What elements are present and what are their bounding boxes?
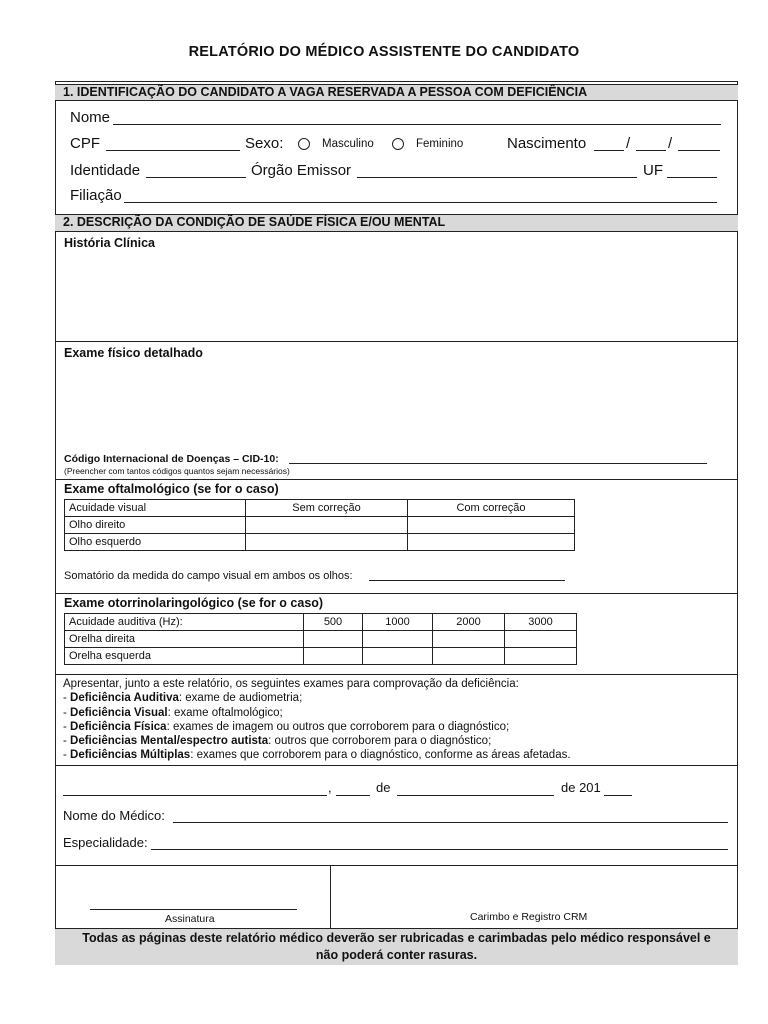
nascimento-day-field[interactable] — [594, 150, 624, 151]
carimbo-label: Carimbo e Registro CRM — [470, 911, 588, 923]
date-slash-2: / — [668, 135, 673, 152]
olho-direito-label: Olho direito — [65, 517, 246, 534]
orelha-esquerda-1000-cell[interactable] — [363, 648, 433, 665]
table-row — [65, 517, 575, 534]
table-row — [65, 614, 577, 631]
exames-list — [63, 677, 571, 763]
divider — [55, 479, 738, 480]
city-field[interactable] — [63, 795, 327, 796]
assinatura-label: Assinatura — [165, 913, 215, 925]
otorrino-table — [64, 613, 577, 665]
table-row — [65, 648, 577, 665]
oftalmo-header-com: Com correção — [408, 500, 575, 517]
section1-header: 1. IDENTIFICAÇÃO DO CANDIDATO A VAGA RESERVADA A PESSOA COM DEFICIÊNCIA — [55, 84, 738, 101]
otorrino-header-1000: 1000 — [363, 614, 433, 631]
list-item: - Deficiências Múltiplas: exames que corroborem para o diagnóstico, conforme as áreas afetadas. — [63, 749, 571, 762]
orelha-direita-2000-cell[interactable] — [433, 631, 505, 648]
table-row — [65, 631, 577, 648]
olho-esquerdo-label: Olho esquerdo — [65, 534, 246, 551]
olho-esquerdo-com-cell[interactable] — [408, 534, 575, 551]
orelha-esquerda-3000-cell[interactable] — [505, 648, 577, 665]
oftalmo-header-sem: Sem correção — [246, 500, 408, 517]
table-row — [65, 534, 575, 551]
divider — [55, 865, 738, 866]
filiacao-field[interactable] — [124, 202, 717, 203]
uf-field[interactable] — [667, 177, 717, 178]
orelha-direita-1000-cell[interactable] — [363, 631, 433, 648]
oftalmo-heading: Exame oftalmológico (se for o caso) — [64, 482, 279, 496]
divider — [55, 765, 738, 766]
nome-label: Nome — [70, 109, 111, 126]
date-slash-1: / — [626, 135, 631, 152]
footer-note — [55, 928, 738, 965]
date-de-1: de — [376, 780, 391, 795]
cid-note: (Preencher com tantos códigos quantos sejam necessários) — [64, 466, 290, 476]
cpf-label: CPF — [70, 135, 100, 152]
list-item: - Deficiência Auditiva: exame de audiometria; — [63, 692, 303, 705]
feminino-label: Feminino — [416, 138, 464, 150]
sexo-label: Sexo: — [245, 135, 284, 152]
page-title: RELATÓRIO DO MÉDICO ASSISTENTE DO CANDIDATO — [188, 44, 580, 60]
uf-label: UF — [643, 162, 663, 179]
olho-direito-com-cell[interactable] — [408, 517, 575, 534]
orgao-label: Órgão Emissor — [251, 162, 352, 179]
day-field[interactable] — [336, 795, 370, 796]
somatorio-label: Somatório da medida do campo visual em ambos os olhos: — [64, 570, 353, 582]
footer-line-2: não poderá conter rasuras. — [315, 948, 478, 962]
nascimento-month-field[interactable] — [636, 150, 666, 151]
otorrino-heading: Exame otorrinolaringológico (se for o caso) — [64, 596, 324, 610]
list-item: - Deficiências Mental/espectro autista: outros que corroborem para o diagnóstico; — [63, 735, 492, 748]
cid-label: Código Internacional de Doenças – CID-10: — [64, 453, 279, 465]
filiacao-label: Filiação — [70, 187, 122, 204]
exames-intro: Apresentar, junto a este relatório, os seguintes exames para comprovação da deficiência: — [63, 678, 519, 690]
date-comma: , — [328, 780, 332, 795]
table-row — [65, 500, 575, 517]
divider — [55, 593, 738, 594]
orelha-esquerda-label: Orelha esquerda — [65, 648, 304, 665]
nascimento-year-field[interactable] — [678, 150, 720, 151]
footer-line-1: Todas as páginas deste relatório médico deverão ser rubricadas e carimbadas pelo médico responsável e — [82, 931, 711, 945]
masculino-label: Masculino — [322, 138, 374, 150]
identidade-label: Identidade — [70, 162, 141, 179]
especialidade-field[interactable] — [151, 849, 728, 850]
oftalmo-table — [64, 499, 575, 551]
masculino-radio[interactable] — [298, 138, 310, 150]
otorrino-header-2000: 2000 — [433, 614, 505, 631]
divider — [55, 674, 738, 675]
orgao-field[interactable] — [357, 177, 637, 178]
nome-medico-label: Nome do Médico: — [63, 808, 165, 823]
olho-esquerdo-sem-cell[interactable] — [246, 534, 408, 551]
orelha-direita-label: Orelha direita — [65, 631, 304, 648]
olho-direito-sem-cell[interactable] — [246, 517, 408, 534]
nascimento-label: Nascimento — [507, 135, 587, 152]
nome-field[interactable] — [113, 124, 721, 125]
oftalmo-header-acuidade: Acuidade visual — [65, 500, 246, 517]
historia-clinica-label: História Clínica — [64, 236, 155, 250]
especialidade-label: Especialidade: — [63, 835, 148, 850]
date-de-2: de 201 — [561, 780, 601, 795]
year-field[interactable] — [604, 795, 632, 796]
otorrino-header-acuidade: Acuidade auditiva (Hz): — [65, 614, 304, 631]
otorrino-header-500: 500 — [304, 614, 363, 631]
feminino-radio[interactable] — [392, 138, 404, 150]
divider — [55, 341, 738, 342]
orelha-direita-3000-cell[interactable] — [505, 631, 577, 648]
signature-field[interactable] — [90, 909, 297, 910]
orelha-direita-500-cell[interactable] — [304, 631, 363, 648]
orelha-esquerda-500-cell[interactable] — [304, 648, 363, 665]
month-field[interactable] — [397, 795, 554, 796]
list-item: - Deficiência Visual: exame oftalmológico; — [63, 706, 283, 719]
cid-field[interactable] — [289, 463, 707, 464]
otorrino-header-3000: 3000 — [505, 614, 577, 631]
signature-divider — [330, 865, 331, 928]
exame-fisico-label: Exame físico detalhado — [64, 346, 203, 360]
identidade-field[interactable] — [146, 177, 246, 178]
nome-medico-field[interactable] — [173, 822, 728, 823]
somatorio-field[interactable] — [369, 580, 565, 581]
section2-header: 2. DESCRIÇÃO DA CONDIÇÃO DE SAÚDE FÍSICA E/OU MENTAL — [55, 214, 738, 232]
cpf-field[interactable] — [106, 150, 240, 151]
list-item: - Deficiência Física: exames de imagem ou outros que corroborem para o diagnóstico; — [63, 720, 510, 733]
orelha-esquerda-2000-cell[interactable] — [433, 648, 505, 665]
